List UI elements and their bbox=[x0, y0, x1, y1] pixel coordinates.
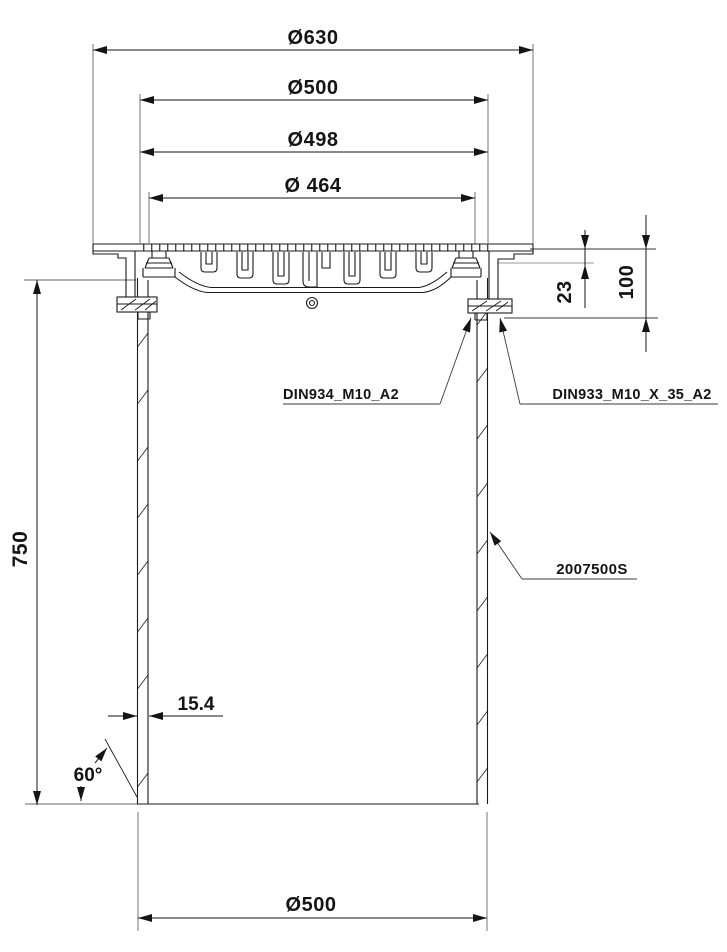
dim-clear-opening: Ø 464 bbox=[284, 175, 342, 197]
wall-hatch-left bbox=[138, 333, 149, 787]
riser-pipe-section bbox=[105, 278, 488, 804]
dim-wall-thickness: 15.4 bbox=[177, 694, 215, 715]
label-bolt-din933: DIN933_M10_X_35_A2 bbox=[552, 387, 712, 403]
central-latch-detail bbox=[303, 252, 330, 309]
clamp-bolt-right bbox=[468, 299, 512, 320]
frame-and-cover-section bbox=[93, 244, 533, 309]
wall-hatch-right bbox=[477, 311, 488, 782]
dim-riser-dia: Ø500 bbox=[285, 894, 337, 916]
dim-frame-height: 100 bbox=[616, 264, 638, 300]
right-seating-cone bbox=[451, 251, 481, 277]
dimension-lines bbox=[37, 50, 646, 918]
left-seating-cone bbox=[143, 251, 175, 277]
dim-overall-dia: Ø630 bbox=[287, 27, 339, 49]
label-nut-din934: DIN934_M10_A2 bbox=[283, 387, 399, 403]
dimension-texts bbox=[9, 27, 638, 916]
dim-chamfer-angle: 60° bbox=[73, 765, 103, 786]
label-texts bbox=[283, 387, 712, 578]
label-part-number: 2007500S bbox=[556, 561, 628, 578]
dim-seat-dia: Ø498 bbox=[287, 129, 339, 151]
leader-lines bbox=[283, 318, 718, 579]
dim-frame-dia: Ø500 bbox=[287, 77, 339, 99]
extension-lines bbox=[24, 44, 533, 931]
dim-seat-depth: 23 bbox=[554, 280, 576, 304]
dim-riser-height: 750 bbox=[9, 530, 32, 568]
